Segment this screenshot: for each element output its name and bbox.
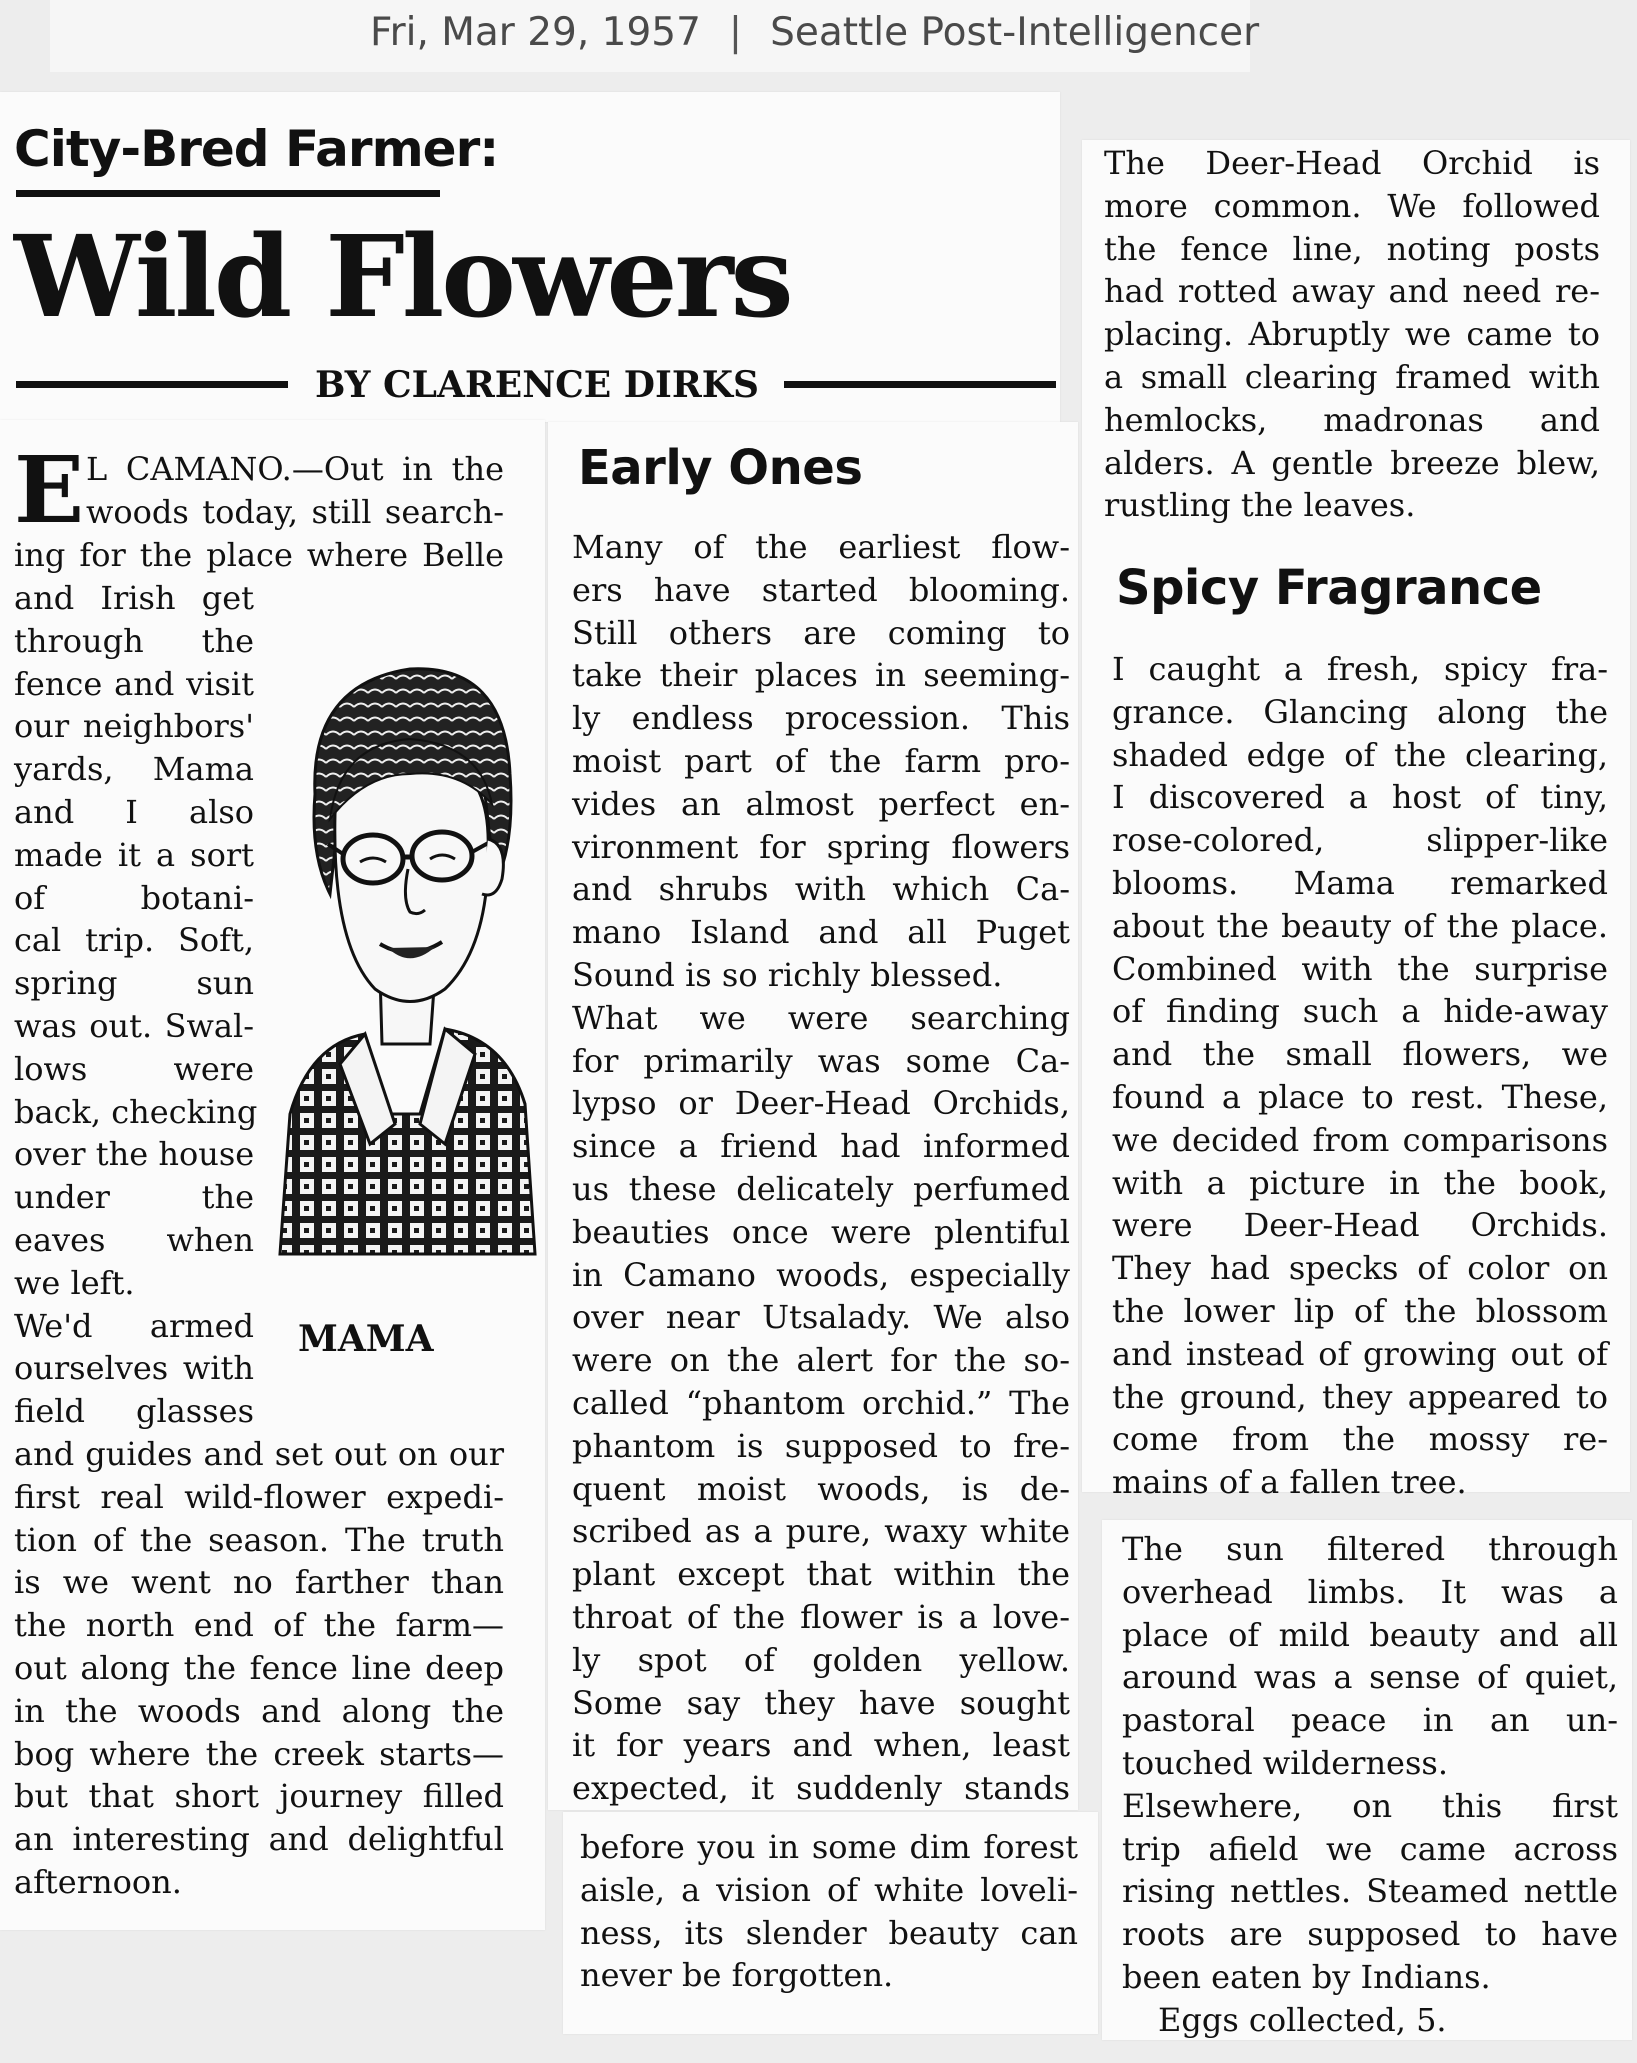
col3-top-text bbox=[1104, 142, 1600, 527]
text-line: Many of the earliest flow- bbox=[572, 528, 1070, 566]
text-line: ly endless procession. This bbox=[572, 699, 1070, 738]
text-line: under the bbox=[14, 1178, 254, 1217]
text-line: Eggs collected, 5. bbox=[1158, 2000, 1447, 2039]
text-line: shaded edge of the clearing, bbox=[1112, 735, 1608, 774]
text-line: afternoon. bbox=[14, 1862, 182, 1901]
text-line: and the small flowers, we bbox=[1112, 1035, 1608, 1074]
text-line: of botani- bbox=[14, 878, 254, 917]
byline-rule-left bbox=[16, 381, 288, 388]
text-line: roots are supposed to have bbox=[1122, 1915, 1618, 1954]
text-line: We'd armed bbox=[14, 1306, 254, 1345]
text-line: had rotted away and need re- bbox=[1104, 272, 1600, 311]
text-line: were on the alert for the so- bbox=[572, 1341, 1070, 1380]
text-line: the fence line, noting posts bbox=[1104, 229, 1600, 268]
text-line: since a friend had informed bbox=[572, 1127, 1070, 1166]
text-line: made it a sort bbox=[14, 835, 254, 874]
text-line: the ground, they appeared to bbox=[1112, 1377, 1608, 1416]
text-line: first real wild-flower expedi- bbox=[14, 1477, 504, 1516]
text-line: the north end of the farm— bbox=[14, 1606, 504, 1645]
text-line: I discovered a host of tiny, bbox=[1112, 778, 1608, 817]
publication-name: Seattle Post-Intelligencer bbox=[770, 10, 1260, 55]
publication-date: Fri, Mar 29, 1957 bbox=[370, 10, 701, 55]
text-line: around was a sense of quiet, bbox=[1122, 1658, 1618, 1697]
mama-portrait-illustration bbox=[270, 644, 540, 1264]
text-line: in Camano woods, especially bbox=[572, 1255, 1070, 1294]
col3-mid-text bbox=[1112, 648, 1608, 1504]
text-line: cal trip. Soft, bbox=[14, 921, 254, 960]
header-separator: | bbox=[728, 10, 743, 55]
text-line: Some say they have sought bbox=[572, 1683, 1070, 1722]
text-line: we decided from comparisons bbox=[1112, 1120, 1608, 1159]
col1-intro-full bbox=[14, 534, 504, 577]
text-line: back, checking bbox=[14, 1092, 258, 1131]
text-line: alders. A gentle breeze blew, bbox=[1104, 443, 1600, 482]
col1-intro bbox=[86, 448, 504, 534]
text-line: it for years and when, least bbox=[572, 1726, 1070, 1765]
text-line: spring sun bbox=[14, 964, 254, 1003]
text-line: pastoral peace in an un- bbox=[1122, 1701, 1618, 1740]
col1-wrap-text bbox=[14, 577, 258, 1433]
text-line: but that short journey filled bbox=[14, 1777, 504, 1816]
text-line: I caught a fresh, spicy fra- bbox=[1112, 650, 1608, 688]
text-line: vides an almost perfect en- bbox=[572, 784, 1070, 823]
subhead-early-ones: Early Ones bbox=[578, 440, 863, 496]
text-line: never be forgotten. bbox=[580, 1956, 894, 1995]
text-line: over the house bbox=[14, 1135, 255, 1174]
text-line: Combined with the surprise bbox=[1112, 949, 1608, 988]
text-line: plant except that within the bbox=[572, 1555, 1070, 1594]
text-line: bog where the creek starts— bbox=[14, 1734, 504, 1773]
text-line: we left. bbox=[14, 1263, 135, 1302]
text-line: were Deer-Head Orchids. bbox=[1112, 1206, 1608, 1245]
text-line: in the woods and along the bbox=[14, 1691, 504, 1730]
text-line: before you in some dim forest bbox=[580, 1828, 1078, 1866]
text-line: rising nettles. Steamed nettle bbox=[1122, 1872, 1618, 1911]
text-line: out along the fence line deep bbox=[14, 1648, 504, 1687]
text-line: ers have started blooming. bbox=[572, 570, 1070, 609]
text-line: ness, its slender beauty can bbox=[580, 1913, 1078, 1952]
col3-bottom-text bbox=[1122, 1528, 1618, 2042]
text-line: take their places in seeming- bbox=[572, 656, 1070, 695]
text-line: for primarily was some Ca- bbox=[572, 1041, 1070, 1080]
subhead-spicy-fragrance: Spicy Fragrance bbox=[1116, 560, 1542, 616]
text-line: touched wilderness. bbox=[1122, 1743, 1448, 1782]
text-line: come from the mossy re- bbox=[1112, 1420, 1608, 1459]
text-line: scribed as a pure, waxy white bbox=[572, 1512, 1070, 1551]
text-line: throat of the flower is a love- bbox=[572, 1597, 1070, 1636]
text-line: lows were bbox=[14, 1049, 254, 1088]
text-line: What we were searching bbox=[572, 998, 1070, 1037]
text-line: Elsewhere, on this first bbox=[1122, 1786, 1618, 1825]
text-line: and Irish get bbox=[14, 579, 254, 617]
text-line: called “phantom orchid.” The bbox=[572, 1383, 1070, 1422]
col2-text bbox=[572, 526, 1070, 1810]
text-line: field glasses bbox=[14, 1392, 254, 1431]
text-line: found a place to rest. These, bbox=[1112, 1077, 1608, 1116]
text-line: and shrubs with which Ca- bbox=[572, 870, 1070, 909]
text-line: with a picture in the book, bbox=[1112, 1163, 1608, 1202]
byline: BY CLARENCE DIRKS bbox=[314, 364, 760, 406]
text-line: moist part of the farm pro- bbox=[572, 741, 1070, 780]
drop-cap: E bbox=[14, 436, 85, 544]
text-line: about the beauty of the place. bbox=[1112, 906, 1608, 945]
text-line: our neighbors' bbox=[14, 707, 254, 746]
byline-row bbox=[16, 364, 1046, 412]
text-line: The sun filtered through bbox=[1122, 1530, 1618, 1568]
text-line: trip afield we came across bbox=[1122, 1829, 1618, 1868]
text-line: is we went no farther than bbox=[14, 1563, 504, 1602]
text-line: placing. Abruptly we came to bbox=[1104, 315, 1600, 354]
article-title: Wild Flowers bbox=[14, 212, 791, 343]
text-line: over near Utsalady. We also bbox=[572, 1298, 1070, 1337]
col2-continued-text bbox=[580, 1826, 1078, 1997]
text-line: L CAMANO.—Out in the bbox=[86, 450, 504, 488]
text-line: grance. Glancing along the bbox=[1112, 692, 1608, 731]
text-line: woods today, still search- bbox=[86, 492, 504, 531]
text-line: place of mild beauty and all bbox=[1122, 1615, 1618, 1654]
text-line: overhead limbs. It was a bbox=[1122, 1572, 1618, 1611]
text-line: been eaten by Indians. bbox=[1122, 1957, 1491, 1996]
text-line: through the bbox=[14, 621, 254, 660]
text-line: rose-colored, slipper-like bbox=[1112, 821, 1608, 860]
portrait-caption: MAMA bbox=[298, 1318, 434, 1360]
text-line: The Deer-Head Orchid is bbox=[1104, 144, 1600, 182]
article-kicker: City-Bred Farmer: bbox=[14, 120, 499, 178]
text-line: was out. Swal- bbox=[14, 1006, 254, 1045]
text-line: rustling the leaves. bbox=[1104, 486, 1416, 525]
text-line: yards, Mama bbox=[14, 750, 254, 789]
text-line: mains of a fallen tree. bbox=[1112, 1463, 1467, 1502]
text-line: the lower lip of the blossom bbox=[1112, 1291, 1608, 1330]
text-line: of finding such a hide-away bbox=[1112, 992, 1608, 1031]
text-line: phantom is supposed to fre- bbox=[572, 1426, 1070, 1465]
text-line: ly spot of golden yellow. bbox=[572, 1640, 1070, 1679]
text-line: ourselves with bbox=[14, 1349, 254, 1388]
text-line: and I also bbox=[14, 792, 254, 831]
text-line: a small clearing framed with bbox=[1104, 357, 1600, 396]
text-line: and guides and set out on our bbox=[14, 1435, 504, 1473]
byline-rule-right bbox=[784, 381, 1056, 388]
text-line: hemlocks, madronas and bbox=[1104, 400, 1600, 439]
text-line: expected, it suddenly stands bbox=[572, 1769, 1070, 1808]
text-line: fence and visit bbox=[14, 664, 254, 703]
text-line: more common. We followed bbox=[1104, 186, 1600, 225]
text-line: and instead of growing out of bbox=[1112, 1334, 1608, 1373]
text-line: blooms. Mama remarked bbox=[1112, 863, 1608, 902]
text-line: vironment for spring flowers bbox=[572, 827, 1070, 866]
text-line: Sound is so richly blessed. bbox=[572, 955, 1003, 994]
text-line: eaves when bbox=[14, 1220, 254, 1259]
text-line: lypso or Deer-Head Orchids, bbox=[572, 1084, 1070, 1123]
text-line: aisle, a vision of white loveli- bbox=[580, 1870, 1078, 1909]
kicker-rule bbox=[16, 190, 440, 197]
text-line: They had specks of color on bbox=[1112, 1249, 1608, 1288]
text-line: beauties once were plentiful bbox=[572, 1212, 1070, 1251]
text-line: ing for the place where Belle bbox=[14, 536, 504, 574]
page-header bbox=[370, 10, 1259, 55]
text-line: quent moist woods, is de- bbox=[572, 1469, 1070, 1508]
col1-full-text bbox=[14, 1433, 504, 1904]
text-line: tion of the season. The truth bbox=[14, 1520, 504, 1559]
text-line: Still others are coming to bbox=[572, 613, 1070, 652]
text-line: an interesting and delightful bbox=[14, 1820, 504, 1859]
text-line: us these delicately perfumed bbox=[572, 1169, 1070, 1208]
text-line: mano Island and all Puget bbox=[572, 913, 1070, 952]
